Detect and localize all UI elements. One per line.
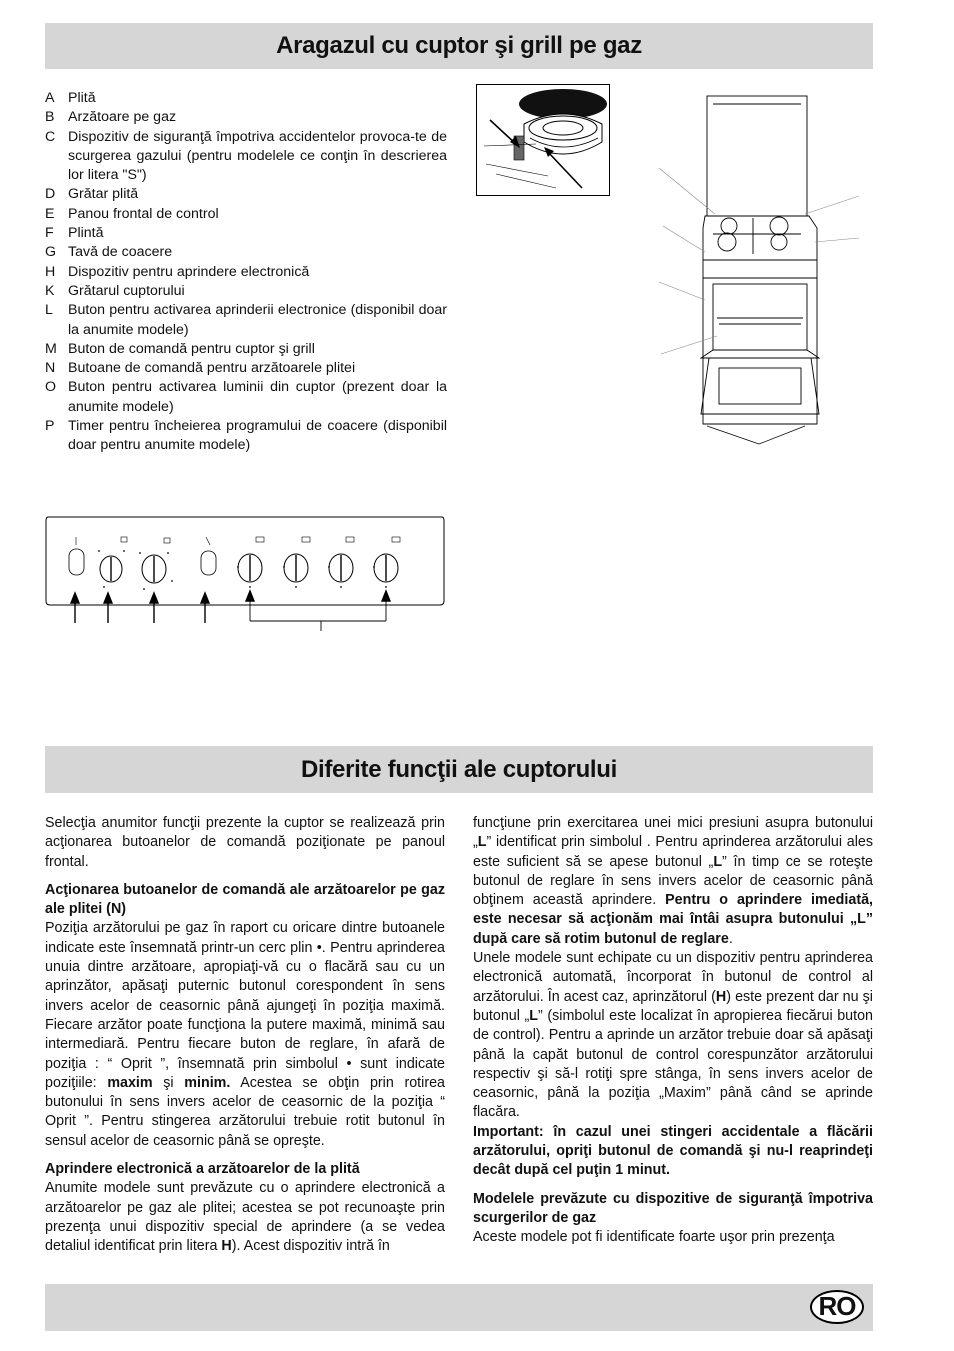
footer-band: [45, 1284, 873, 1331]
paragraph: Anumite modele sunt prevăzute cu o aprindere electronică a arzătoarelor pe gaz ale plitei; acestea se pot recunoaşte prin prezenţa unui dispozitiv special de aprindere (a se vedea detaliul identificat prin litera H). Acest dispozitiv intră în: [45, 1180, 445, 1255]
list-item: F Plintă: [45, 225, 104, 242]
important-note: Important: în cazul unei stingeri accidentale a flăcării arzătorului, opriţi butonul de comandă şi nu-l reaprindeţi decât după cel puţin 1 minut.: [473, 1123, 873, 1179]
text-column-left: [45, 814, 445, 1257]
control-panel-illustration: [44, 515, 446, 633]
subheading: Modelele prevăzute cu dispozitive de siguranţă împotriva scurgerilor de gaz: [473, 1190, 873, 1226]
list-item: P Timer pentru încheierea programului de coacere (disponibil doar pentru anumite modele): [45, 418, 447, 454]
paragraph: funcţiune prin exercitarea unei mici presiuni asupra butonului „L” identificat prin simbolul . Pentru aprinderea arzătorului ales este suficient să se apese butonul „L” în timp ce se roteşte butonul de reglare în sens invers acelor de ceasornic până obţinem această aprindere. Pentru o aprindere imediată, este necesar să acţionăm mai întâi asupra butonului „L” după care să rotim butonul de reglare.: [473, 815, 874, 947]
list-item: D Grătar plită: [45, 186, 139, 203]
text-column-right: [473, 814, 873, 1248]
list-item: B Arzătoare pe gaz: [45, 109, 177, 126]
paragraph: Selecţia anumitor funcţii prezente la cuptor se realizează prin acţionarea butoanelor de comandă poziţionate pe panoul frontal.: [45, 815, 445, 870]
list-item: O Buton pentru activarea luminii din cuptor (prezent doar la anumite modele): [45, 379, 447, 415]
list-item: H Dispozitiv pentru aprindere electronică: [45, 263, 310, 280]
list-item: E Panou frontal de control: [45, 205, 219, 222]
cooker-illustration: [655, 92, 860, 452]
list-item: A Plită: [45, 90, 96, 106]
subheading: Aprindere electronică a arzătoarelor de la plită: [45, 1161, 360, 1178]
burner-detail-illustration: [476, 84, 610, 196]
section-title: Aragazul cu cuptor şi grill pe gaz: [276, 32, 642, 59]
section-header-band: [45, 746, 873, 793]
list-item: G Tavă de coacere: [45, 244, 173, 261]
list-item: M Buton de comandă pentru cuptor şi grill: [45, 340, 315, 357]
list-item: K Grătarul cuptorului: [45, 282, 185, 299]
paragraph: Aceste modele pot fi identificate foarte uşor prin prezenţa: [473, 1229, 835, 1246]
paragraph: Poziţia arzătorului pe gaz în raport cu oricare dintre butoanele indicate este însemnată printr-un cerc plin •. Pentru aprinderea unuia dintre arzătoare, apropiaţi-vă cu o flacără sau cu un aprinzător, apăsaţi puternic butonul corespondent în sens invers acelor de ceasornic până ajungeţi în poziţia maximă. Fiecare arzător poate funcţiona la putere maximă, minimă sau intermediară. Pentru fiecare buton de reglare, în afară de poziţia : “ Oprit ”, însemnată prin simbolul • sunt indicate poziţiile: maxim şi minim. Acestea se obţin prin rotirea butonului în sens invers acelor de ceasornic de la poziţia “ Oprit ”. Pentru stingerea arzătorului trebuie rotit butonul în sensul acelor de ceasornic până se opreşte.: [45, 920, 445, 1149]
paragraph: Unele modele sunt echipate cu un dispozitiv pentru aprinderea electronică automată, încorporat în butonul de control al arzătorului. În acest caz, aprinzătorul (H) este prezent dar nu şi butonul „L” (simbolul este localizat în apropierea fiecărui buton de control). Pentru a aprinde un arzător trebuie doar să apăsaţi până la capăt butonul de control corespunzător arzătorului respectiv şi să-l rotiţi spre stânga, în sens invers acelor de ceasornic, până la poziţia „Maxim” până când se aprinde flacăra.: [473, 950, 874, 1121]
section-header-band: [45, 23, 873, 69]
section-title: Diferite funcţii ale cuptorului: [300, 756, 618, 783]
list-item: C Dispozitiv de siguranţă împotriva accidentelor provoca-te de scurgerea gazului (pentru modelele ce conţin în descrierea lor litera "S"): [45, 128, 447, 184]
parts-list: [45, 89, 447, 456]
list-item: N Butoane de comandă pentru arzătoarele plitei: [45, 360, 356, 377]
language-badge: RO: [810, 1290, 864, 1324]
list-item: L Buton pentru activarea aprinderii electronice (disponibil doar la anumite modele): [45, 302, 447, 338]
subheading: Acţionarea butoanelor de comandă ale arzătoarelor pe gaz ale plitei (N): [45, 881, 445, 918]
